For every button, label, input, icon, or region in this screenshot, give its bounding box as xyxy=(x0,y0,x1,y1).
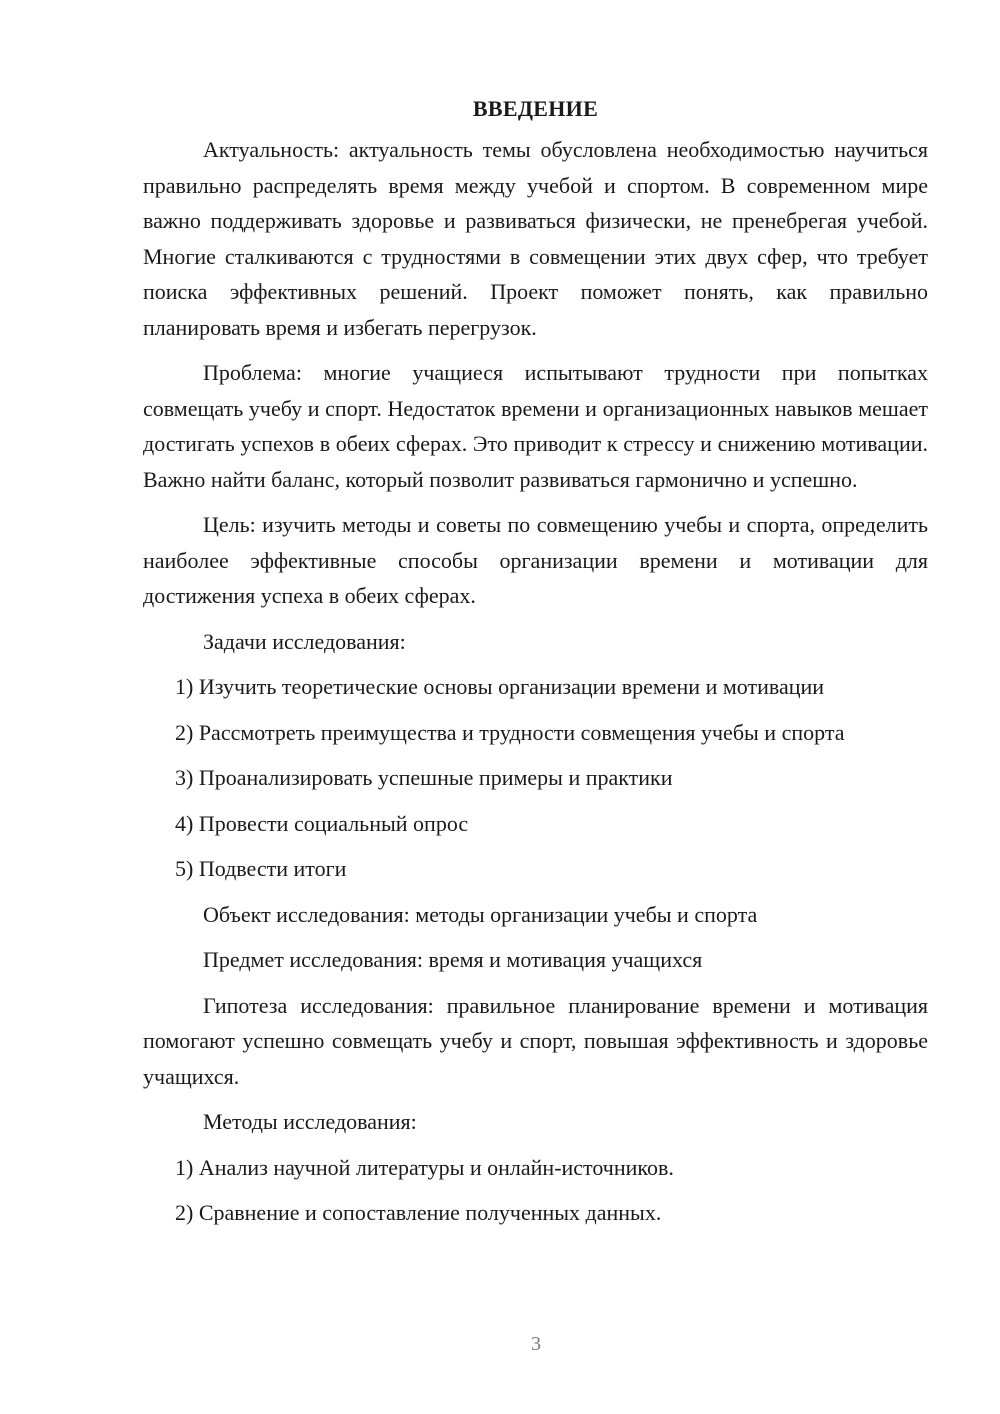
task-item: 4) Провести социальный опрос xyxy=(175,810,469,836)
page-number: 3 xyxy=(531,1333,541,1355)
method-item: 2) Сравнение и сопоставление полученных данных. xyxy=(175,1200,662,1225)
method-item: 1) Анализ научной литературы и онлайн-источников. xyxy=(175,1154,674,1180)
relevance-paragraph: Актуальность: актуальность темы обусловлена необходимостью научиться правильно распределять время между учебой и спортом. В современном мире важно поддерживать здоровье и развиваться физически, не пренебрегая учебой. Многие сталкиваются с трудностями в совмещении этих двух сфер, что требует поиска эффективных решений. Проект поможет понять, как правильно планировать время и избегать перегрузок. xyxy=(143,137,928,340)
section-title: ВВЕДЕНИЕ xyxy=(472,96,599,121)
object-line: Объект исследования: методы организации учебы и спорта xyxy=(203,901,758,927)
hypothesis-paragraph: Гипотеза исследования: правильное планирование времени и мотивация помогают успешно совмещать учебу и спорт, повышая эффективность и здоровье учащихся. xyxy=(143,992,928,1089)
task-item: 2) Рассмотреть преимущества и трудности совмещения учебы и спорта xyxy=(175,719,845,745)
task-item: 1) Изучить теоретические основы организации времени и мотивации xyxy=(175,674,825,699)
methods-heading: Методы исследования: xyxy=(203,1109,417,1134)
document-page xyxy=(143,92,928,1241)
task-item: 3) Проанализировать успешные примеры и практики xyxy=(175,765,673,790)
task-item: 5) Подвести итоги xyxy=(175,856,347,881)
problem-paragraph: Проблема: многие учащиеся испытывают трудности при попытках совмещать учебу и спорт. Недостаток времени и организационных навыков мешает достигать успехов в обеих сферах. Это приводит к стрессу и снижению мотивации. Важно найти баланс, который позволит развиваться гармонично и успешно. xyxy=(143,360,928,492)
tasks-heading: Задачи исследования: xyxy=(203,628,406,654)
subject-line: Предмет исследования: время и мотивация учащихся xyxy=(203,947,703,972)
goal-paragraph: Цель: изучить методы и советы по совмещению учебы и спорта, определить наиболее эффективные способы организации времени и мотивации для достижения успеха в обеих сферах. xyxy=(143,512,928,608)
